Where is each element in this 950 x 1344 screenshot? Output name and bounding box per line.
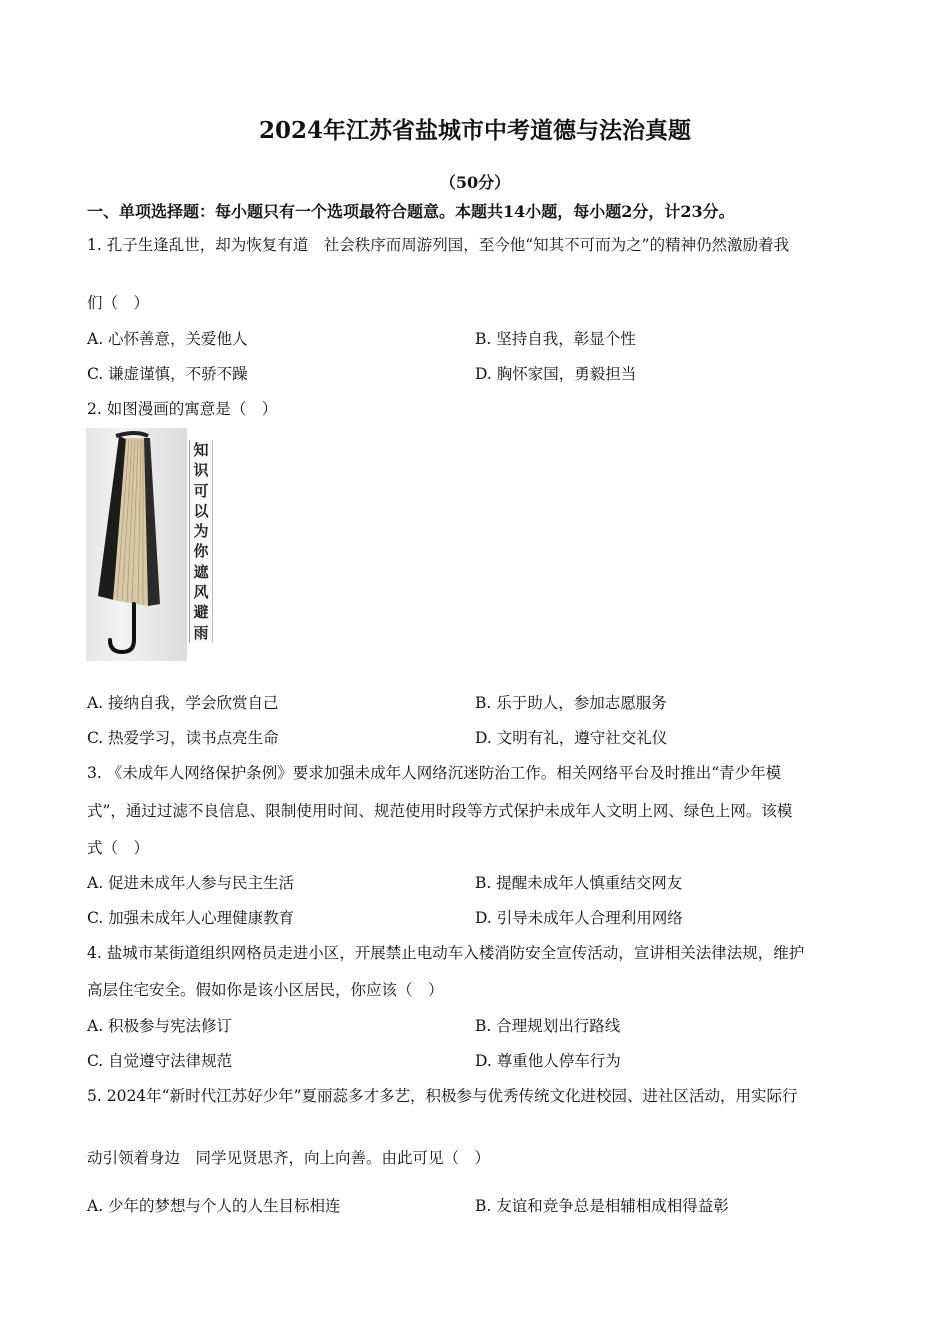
- question-3-text: 式”，通过过滤不良信息、限制使用时间、规范使用时段等方式保护未成年人文明上网、绿色上网。该模: [87, 802, 793, 820]
- question-2-option-a: A. 接纳自我，学会欣赏自己: [87, 694, 279, 712]
- question-4-option-d: D. 尊重他人停车行为: [475, 1052, 621, 1070]
- question-5-text: 动引领着身边 同学见贤思齐，向上向善。由此可见（ ）: [87, 1149, 491, 1167]
- caption-char: 可: [193, 481, 209, 500]
- caption-char: 避: [193, 603, 209, 622]
- cartoon-figure: [86, 428, 214, 661]
- question-2-option-d: D. 文明有礼，遵守社交礼仪: [475, 729, 668, 747]
- section-heading: 一、单项选择题：每小题只有一个选项最符合题意。本题共14小题，每小题2分，计23分。: [87, 202, 735, 221]
- caption-char: 以: [193, 501, 209, 520]
- caption-char: 你: [193, 542, 209, 561]
- book-umbrella-icon: [86, 428, 187, 661]
- question-1-text: 1. 孔子生逢乱世，却为恢复有道 社会秩序而周游列国，至今他“知其不可而为之”的精神仍然激励着我: [87, 236, 790, 254]
- caption-char: 为: [193, 522, 209, 541]
- cartoon-caption: [189, 440, 213, 643]
- question-5-option-a: A. 少年的梦想与个人的人生目标相连: [87, 1197, 341, 1215]
- question-3-option-a: A. 促进未成年人参与民主生活: [87, 874, 295, 892]
- question-1-option-a: A. 心怀善意，关爱他人: [87, 330, 248, 348]
- page-title: 2024年江苏省盐城市中考道德与法治真题: [258, 117, 691, 144]
- question-2-option-b: B. 乐于助人，参加志愿服务: [475, 694, 667, 712]
- question-4-option-c: C. 自觉遵守法律规范: [87, 1052, 233, 1070]
- question-2-text: 2. 如图漫画的寓意是（ ）: [87, 400, 278, 418]
- caption-char: 雨: [193, 623, 209, 642]
- caption-char: 识: [193, 461, 209, 480]
- question-1-option-d: D. 胸怀家国，勇毅担当: [475, 365, 637, 383]
- question-1-option-c: C. 谦虚谨慎，不骄不躁: [87, 365, 248, 383]
- question-4-option-b: B. 合理规划出行路线: [475, 1017, 621, 1035]
- caption-char: 知: [193, 441, 209, 459]
- question-4-text: 高层住宅安全。假如你是该小区居民，你应该（ ）: [87, 981, 444, 999]
- question-3-option-b: B. 提醒未成年人慎重结交网友: [475, 874, 683, 892]
- question-5-text: 5. 2024年“新时代江苏好少年”夏丽蕊多才多艺，积极参与优秀传统文化进校园、进社区活动，用实际行: [87, 1087, 798, 1105]
- caption-char: 风: [193, 583, 209, 602]
- question-1-text: 们（ ）: [87, 294, 150, 312]
- question-5-option-b: B. 友谊和竞争总是相辅相成相得益彰: [475, 1197, 729, 1215]
- book-umbrella-image: [86, 428, 187, 661]
- question-3-option-c: C. 加强未成年人心理健康教育: [87, 909, 295, 927]
- question-1-option-b: B. 坚持自我，彰显个性: [475, 330, 636, 348]
- question-3-option-d: D. 引导未成年人合理利用网络: [475, 909, 683, 927]
- question-4-option-a: A. 积极参与宪法修订: [87, 1017, 233, 1035]
- caption-char: 遮: [193, 562, 209, 581]
- total-score: （50分）: [439, 173, 511, 192]
- question-4-text: 4. 盐城市某街道组织网格员走进小区，开展禁止电动车入楼消防安全宣传活动，宣讲相关法律法规，维护: [87, 944, 805, 962]
- question-2-option-c: C. 热爱学习，读书点亮生命: [87, 729, 279, 747]
- question-3-text: 式（ ）: [87, 839, 150, 857]
- question-3-text: 3. 《未成年人网络保护条例》要求加强未成年人网络沉迷防治工作。相关网络平台及时推出“青少年模: [87, 764, 782, 782]
